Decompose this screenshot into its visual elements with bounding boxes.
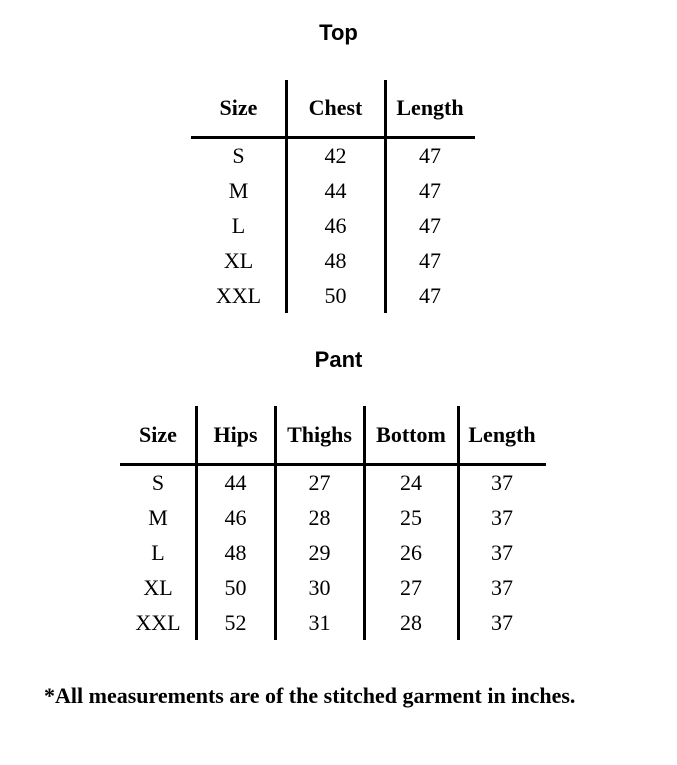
- top-column-divider: [285, 80, 288, 313]
- table-cell: 44: [324, 178, 347, 203]
- table-row: [191, 283, 475, 309]
- top-header-cell: Chest: [308, 95, 363, 120]
- table-cell: M: [228, 178, 249, 203]
- table-cell: 37: [491, 505, 513, 530]
- table-cell: 37: [491, 540, 513, 565]
- table-cell: 27: [308, 470, 331, 495]
- top-header-rule: [191, 136, 475, 139]
- top-column-divider: [384, 80, 387, 313]
- pant-column-divider: [363, 406, 366, 640]
- pant-section-title: Pant: [314, 347, 363, 372]
- table-cell: 37: [491, 470, 513, 495]
- table-cell: 47: [419, 213, 441, 238]
- pant-header-cell: Size: [139, 422, 177, 447]
- table-row: [191, 143, 475, 169]
- table-cell: 47: [419, 143, 441, 168]
- table-cell: XXL: [215, 283, 262, 308]
- pant-header-cell: Thighs: [287, 422, 352, 447]
- pant-header-cell: Length: [468, 422, 536, 447]
- table-cell: 28: [308, 505, 331, 530]
- table-row: [120, 575, 546, 601]
- table-cell: S: [151, 470, 165, 495]
- pant-size-table: [120, 406, 546, 640]
- pant-header-cell: Hips: [213, 422, 258, 447]
- top-header-cell: Length: [396, 95, 464, 120]
- table-cell: 44: [224, 470, 247, 495]
- table-row: [191, 178, 475, 204]
- top-section-title: Top: [319, 20, 358, 45]
- top-size-table: [191, 80, 475, 313]
- table-cell: 26: [400, 540, 422, 565]
- table-cell: 47: [419, 248, 441, 273]
- table-cell: L: [231, 213, 246, 238]
- table-cell: 48: [324, 248, 347, 273]
- table-cell: 31: [308, 610, 331, 635]
- measurement-footnote: *All measurements are of the stitched garment in inches.: [44, 683, 576, 708]
- table-row: [191, 248, 475, 274]
- table-cell: L: [151, 540, 165, 565]
- pant-header-row: [120, 422, 546, 448]
- table-cell: 37: [491, 610, 513, 635]
- table-cell: M: [148, 505, 168, 530]
- table-cell: 42: [324, 143, 347, 168]
- pant-column-divider: [457, 406, 460, 640]
- table-cell: 50: [224, 575, 247, 600]
- table-row: [120, 540, 546, 566]
- table-cell: 30: [308, 575, 331, 600]
- table-row: [120, 610, 546, 636]
- table-cell: 29: [308, 540, 331, 565]
- table-cell: 48: [224, 540, 247, 565]
- table-row: [120, 505, 546, 531]
- top-header-cell: Size: [219, 95, 258, 120]
- pant-header-rule: [120, 463, 546, 466]
- table-cell: 24: [400, 470, 422, 495]
- table-cell: 46: [224, 505, 247, 530]
- table-cell: 28: [400, 610, 422, 635]
- table-cell: 47: [419, 178, 441, 203]
- table-cell: 37: [491, 575, 513, 600]
- pant-column-divider: [274, 406, 277, 640]
- table-cell: XXL: [135, 610, 181, 635]
- table-row: [120, 470, 546, 496]
- table-cell: 27: [400, 575, 422, 600]
- pant-header-cell: Bottom: [376, 422, 446, 447]
- table-cell: 25: [400, 505, 422, 530]
- table-row: [191, 213, 475, 239]
- table-cell: XL: [143, 575, 173, 600]
- table-cell: S: [232, 143, 245, 168]
- table-cell: XL: [223, 248, 254, 273]
- table-cell: 47: [419, 283, 441, 308]
- pant-column-divider: [195, 406, 198, 640]
- table-cell: 50: [324, 283, 347, 308]
- top-header-row: [191, 95, 475, 121]
- table-cell: 46: [324, 213, 347, 238]
- table-cell: 52: [224, 610, 247, 635]
